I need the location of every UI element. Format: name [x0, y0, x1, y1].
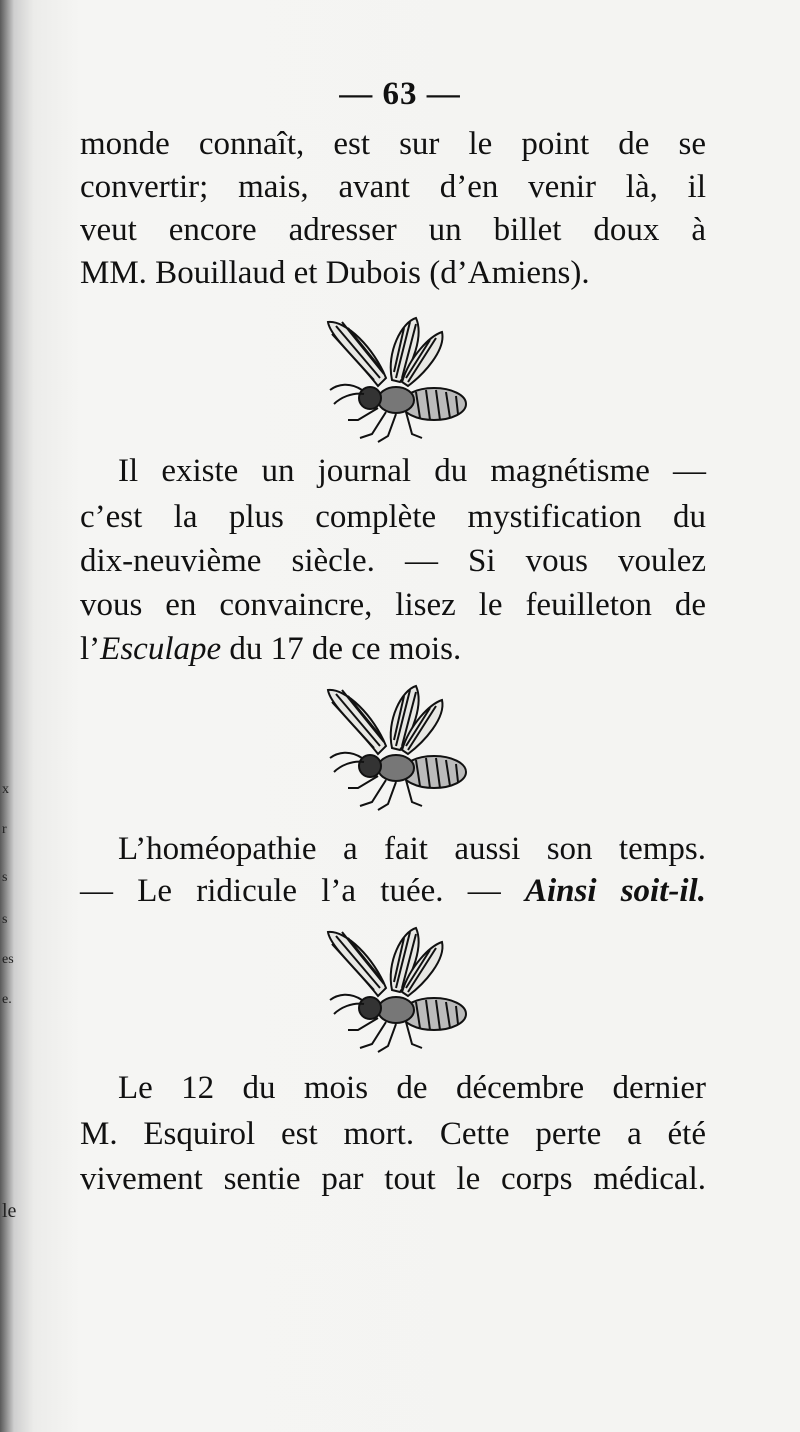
text-line: c’est la plus complète mystification du [80, 499, 706, 535]
edge-letter: e. [2, 992, 12, 1007]
edge-letter: es [2, 952, 14, 967]
text-line: L’homéopathie a fait aussi son temps. [118, 831, 706, 867]
text-fragment: l’ [80, 631, 101, 667]
bee-icon [316, 308, 476, 448]
edge-letter: x [2, 782, 9, 797]
text-line: M. Esquirol est mort. Cette perte a été [80, 1116, 706, 1152]
text-line [80, 871, 706, 911]
text-fragment: du 17 de ce mois. [221, 631, 462, 667]
page-number: — 63 — [339, 76, 461, 112]
text-line: Il existe un journal du magnétisme — [118, 453, 706, 489]
text-line: Le 12 du mois de décembre dernier [118, 1070, 706, 1106]
text-line: veut encore adresser un billet doux à [80, 212, 706, 248]
closing-phrase: Ainsi soit-il. [524, 873, 706, 909]
text-line: vivement sentie par tout le corps médical. [80, 1161, 706, 1197]
edge-letter: r [2, 822, 7, 837]
edge-letter: s [2, 870, 8, 885]
text-line: convertir; mais, avant d’en venir là, il [80, 169, 706, 205]
text-line: vous en convaincre, lisez le feuilleton de [80, 587, 706, 623]
text-line: monde connaît, est sur le point de se [80, 126, 706, 162]
edge-letter: s [2, 912, 8, 927]
facing-page-edge [0, 760, 17, 1240]
edge-letter: le [2, 1200, 17, 1222]
text-line: MM. Bouillaud et Dubois (d’Amiens). [80, 255, 590, 291]
text-fragment: — Le ridicule l’a tuée. — [80, 873, 525, 909]
text-line [80, 629, 706, 669]
journal-title: Esculape [100, 631, 222, 667]
bee-icon [316, 676, 476, 816]
bee-icon [316, 918, 476, 1058]
text-line: dix-neuvième siècle. — Si vous voulez [80, 543, 706, 579]
